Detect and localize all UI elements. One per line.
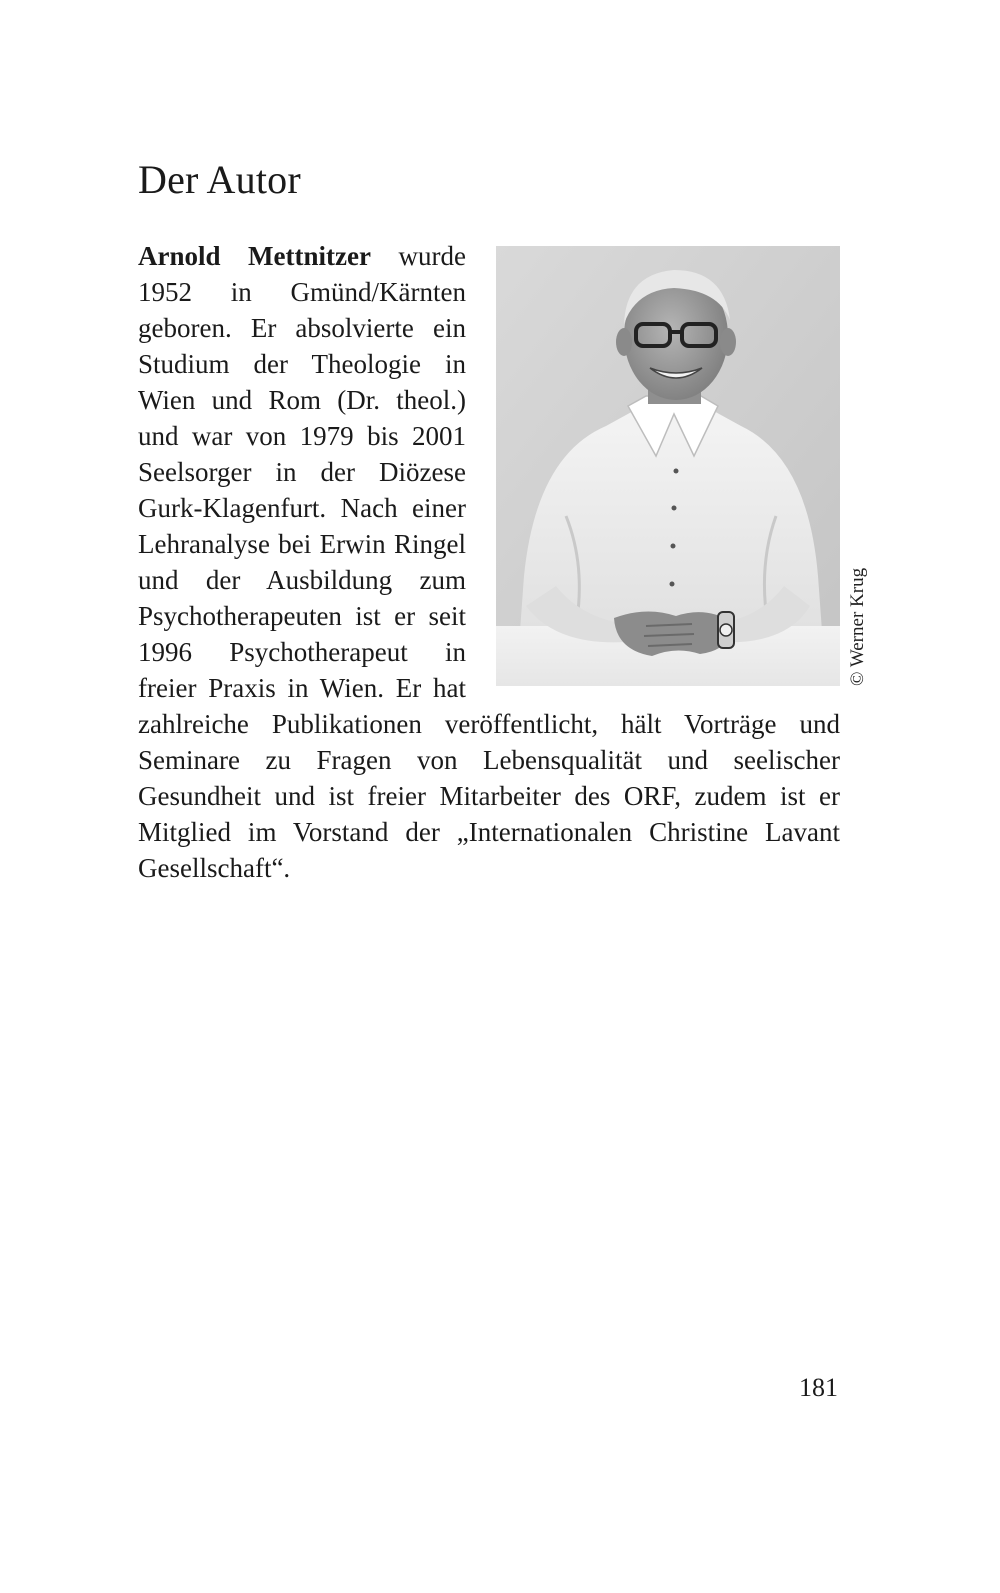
author-bio	[138, 238, 840, 886]
author-name: Arnold Mettnitzer	[138, 241, 371, 271]
author-bio-text: wurde 1952 in Gmünd/Kärnten geboren. Er absolvierte ein Studium der Theologie in Wien und Rom (Dr. theol.) und war von 1979 bis 2001 Seelsorger in der Diözese Gurk-Klagenfurt. Nach einer Lehranalyse bei Erwin Ringel und der Ausbildung zum Psychotherapeuten ist er seit 1996 Psychotherapeut in freier Praxis in Wien. Er hat zahlreiche Publikationen veröffentlicht, hält Vorträge und Seminare zu Fragen von Lebensqualität und seelischer Gesundheit und ist freier Mitarbeiter des ORF, zudem ist er Mitglied im Vorstand der „Internationalen Christine Lavant Gesellschaft“.	[138, 241, 840, 883]
author-photo	[496, 246, 840, 686]
photo-credit: © Werner Krug	[847, 567, 868, 686]
page-heading: Der Autor	[138, 157, 301, 202]
author-photo-frame	[496, 246, 840, 686]
page-number: 181	[799, 1373, 838, 1402]
